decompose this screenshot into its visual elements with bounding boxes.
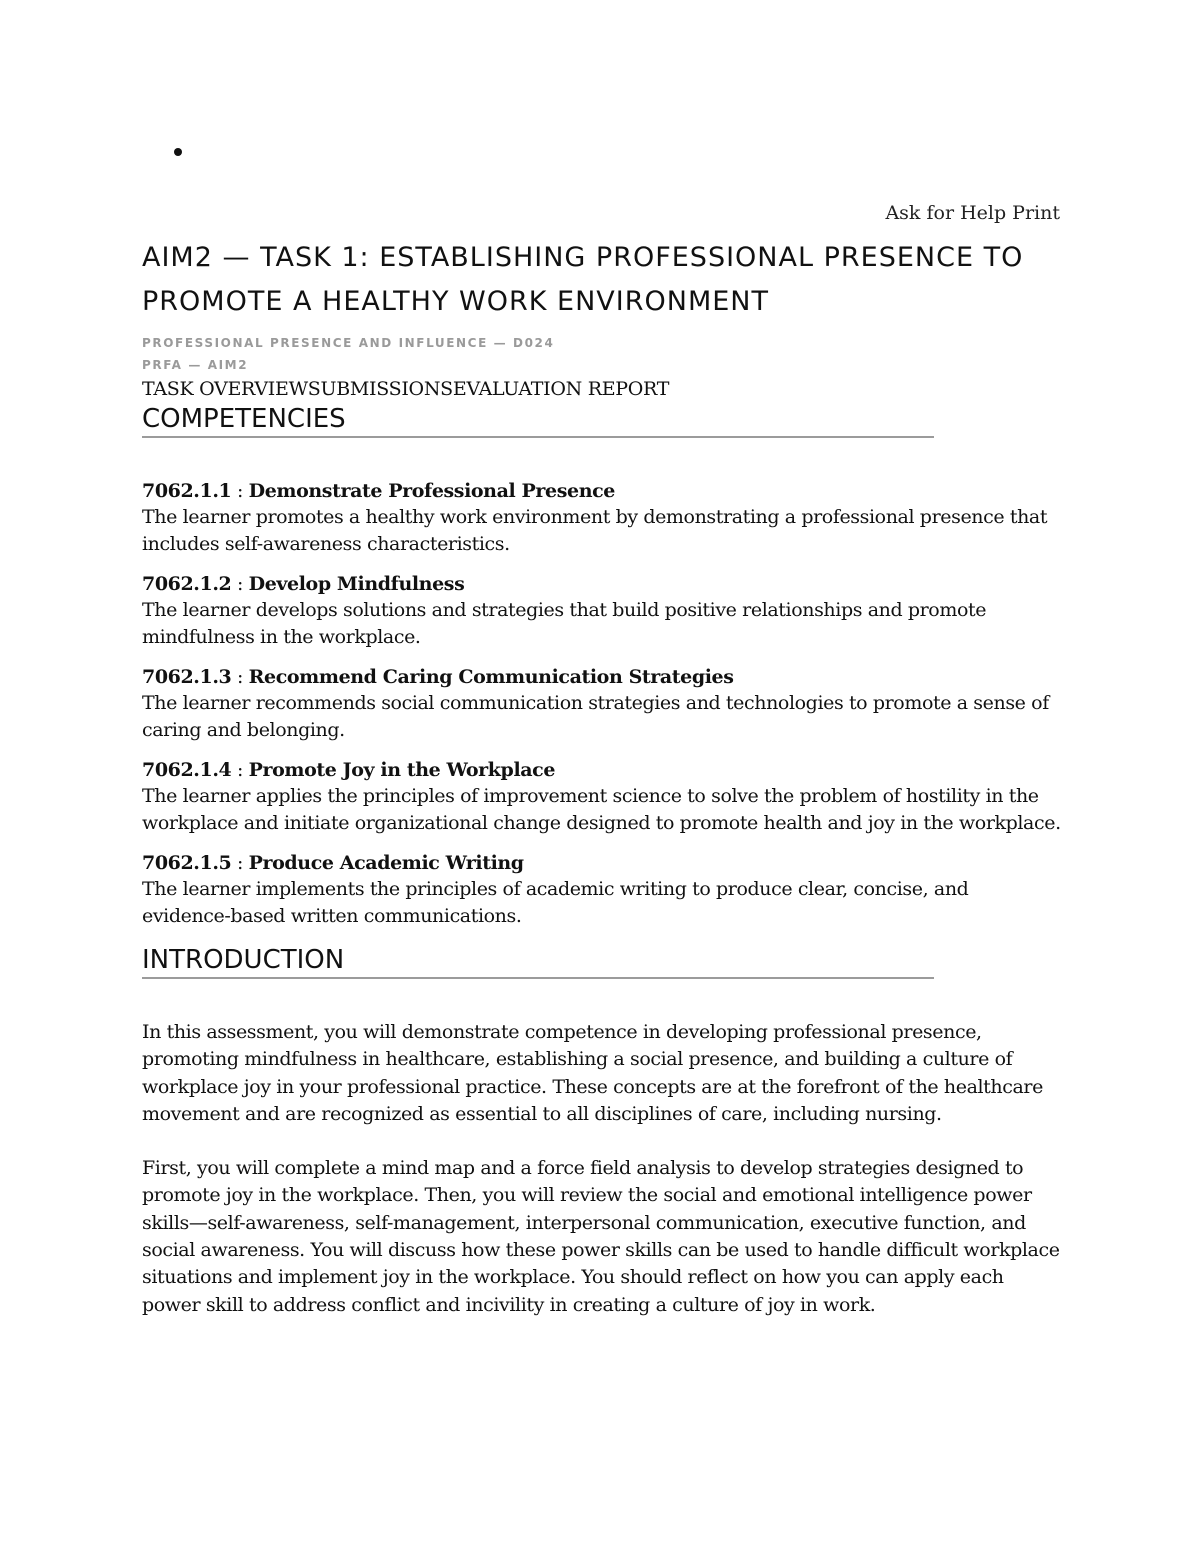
competency-item bbox=[142, 571, 1062, 651]
competency-description: The learner develops solutions and strategies that build positive relationships and promote mindfulness in the workplace. bbox=[142, 599, 987, 648]
competency-title bbox=[142, 571, 1062, 597]
introduction-paragraph: In this assessment, you will demonstrate competence in developing professional presence, promoting mindfulness in healthcare, establishing a social presence, and building a culture of workplace joy in your professional practice. These concepts are at the forefront of the healthcare movement and are recognized as essential to all disciplines of care, including nursing. bbox=[142, 1021, 1043, 1125]
tab-evaluation-report[interactable]: EVALUATION REPORT bbox=[452, 378, 670, 400]
competency-description: The learner implements the principles of academic writing to produce clear, concise, and evidence-based written communications. bbox=[142, 878, 969, 927]
competency-name: Develop Mindfulness bbox=[248, 573, 465, 595]
competencies-heading: COMPETENCIES bbox=[142, 402, 934, 438]
course-name: PROFESSIONAL PRESENCE AND INFLUENCE — D024 bbox=[142, 336, 555, 350]
ask-for-help-link[interactable]: Ask for Help bbox=[885, 202, 1007, 224]
task-tabs bbox=[142, 376, 1062, 402]
main-content bbox=[142, 236, 1062, 1346]
competency-item bbox=[142, 757, 1062, 837]
competency-code: 7062.1.4 bbox=[142, 759, 232, 781]
competency-name: Promote Joy in the Workplace bbox=[248, 759, 556, 781]
page-title: AIM2 — TASK 1: ESTABLISHING PROFESSIONAL PRESENCE TO PROMOTE A HEALTHY WORK ENVIRONMENT bbox=[142, 242, 1024, 317]
competency-separator: : bbox=[231, 852, 249, 874]
competency-name: Recommend Caring Communication Strategies bbox=[248, 666, 734, 688]
tab-submissions[interactable]: SUBMISSIONS bbox=[307, 378, 453, 400]
competency-description: The learner recommends social communication strategies and technologies to promote a sense of caring and belonging. bbox=[142, 692, 1049, 741]
bullet-icon bbox=[174, 148, 182, 156]
competency-separator: : bbox=[231, 759, 249, 781]
competency-separator: : bbox=[231, 666, 249, 688]
competency-code: 7062.1.5 bbox=[142, 852, 232, 874]
competency-title bbox=[142, 664, 1062, 690]
competency-item bbox=[142, 478, 1062, 558]
competency-code: 7062.1.3 bbox=[142, 666, 232, 688]
introduction-paragraph: First, you will complete a mind map and a force field analysis to develop strategies designed to promote joy in the workplace. Then, you will review the social and emotional intelligence power skills—self-awareness, self-management, interpersonal communication, executive function, and social awareness. You will discuss how these power skills can be used to handle difficult workplace situations and implement joy in the workplace. You should reflect on how you can apply each power skill to address conflict and incivility in creating a culture of joy in work. bbox=[142, 1157, 1060, 1316]
competency-title bbox=[142, 478, 1062, 504]
help-links bbox=[885, 202, 1060, 224]
course-code: PRFA — AIM2 bbox=[142, 358, 249, 372]
competency-name: Produce Academic Writing bbox=[248, 852, 524, 874]
competency-item bbox=[142, 850, 1062, 930]
competency-code: 7062.1.1 bbox=[142, 480, 232, 502]
introduction-body bbox=[142, 1019, 1062, 1319]
competency-item bbox=[142, 664, 1062, 744]
competency-description: The learner applies the principles of improvement science to solve the problem of hostility in the workplace and initiate organizational change designed to promote health and joy in the workplace. bbox=[142, 785, 1061, 834]
competency-name: Demonstrate Professional Presence bbox=[248, 480, 615, 502]
competency-description: The learner promotes a healthy work environment by demonstrating a professional presence that includes self-awareness characteristics. bbox=[142, 506, 1048, 555]
competency-separator: : bbox=[231, 573, 249, 595]
competency-code: 7062.1.2 bbox=[142, 573, 232, 595]
tab-task-overview[interactable]: TASK OVERVIEW bbox=[142, 378, 308, 400]
print-link[interactable]: Print bbox=[1012, 202, 1060, 224]
competency-title bbox=[142, 757, 1062, 783]
introduction-heading: INTRODUCTION bbox=[142, 943, 934, 979]
competency-title bbox=[142, 850, 1062, 876]
competency-separator: : bbox=[231, 480, 249, 502]
competency-list bbox=[142, 478, 1062, 930]
